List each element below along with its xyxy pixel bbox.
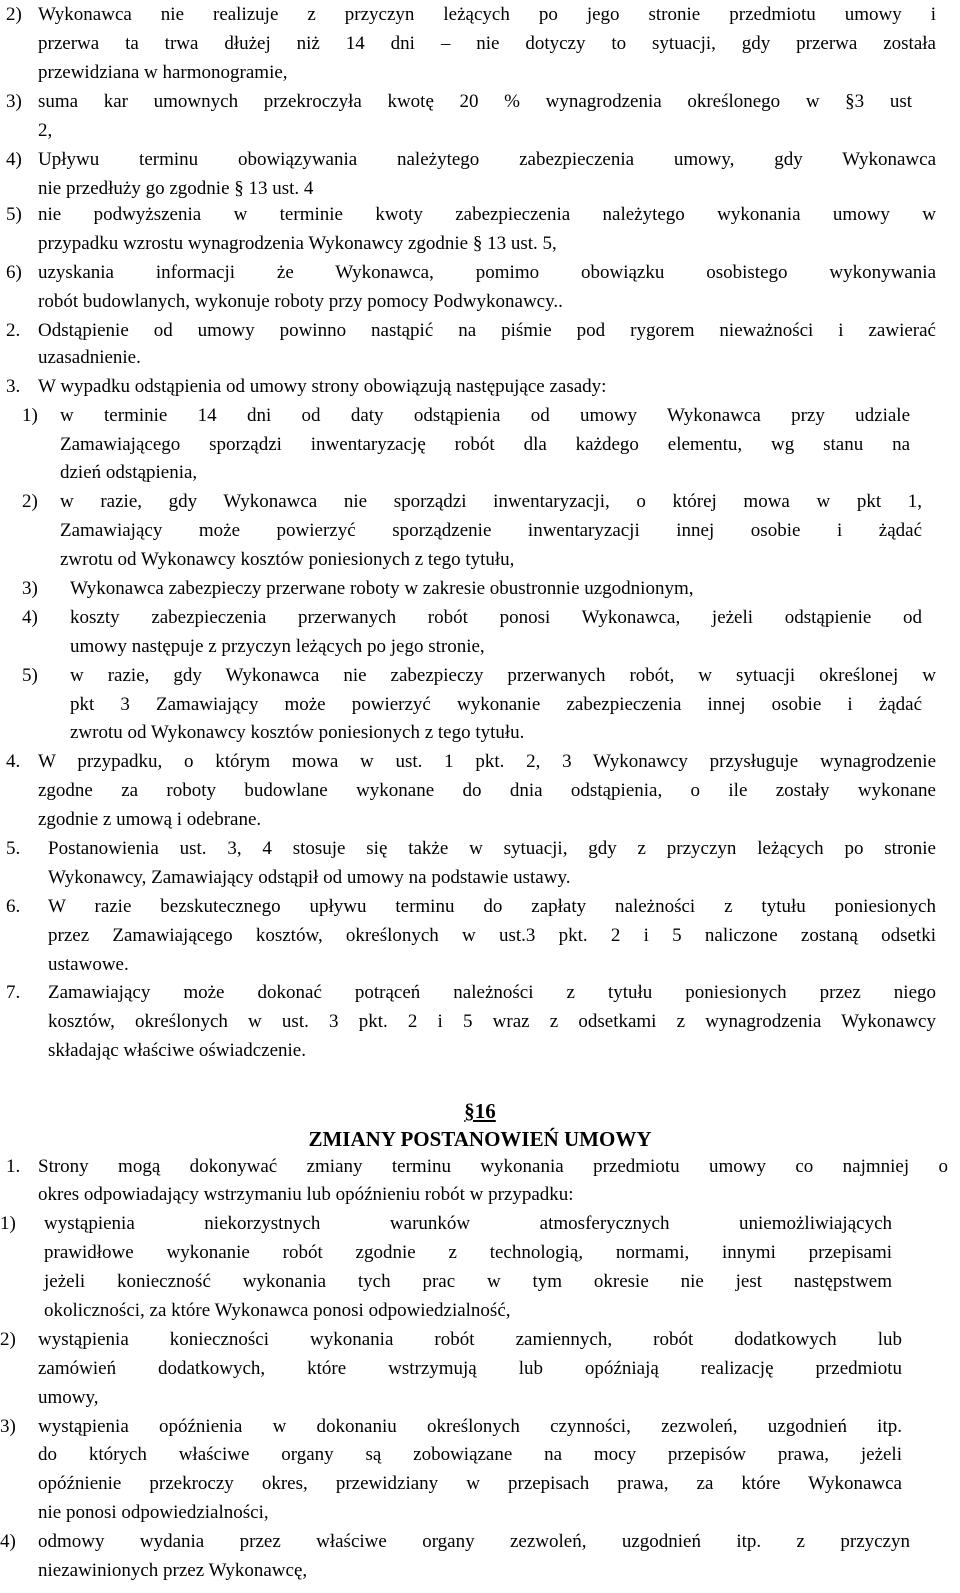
text-line: wystąpienia niekorzystnych warunków atmosferycznych uniemożliwiających <box>44 1213 892 1234</box>
text-line: przypadku wzrostu wynagrodzenia Wykonawcy zgodnie § 13 ust. 5, <box>38 233 557 254</box>
item-number: 6) <box>6 262 22 283</box>
text-line: Wykonawcy, Zamawiający odstąpił od umowy na podstawie ustawy. <box>48 867 571 888</box>
text-line: koszty zabezpieczenia przerwanych robót ponosi Wykonawca, jeżeli odstąpienie od <box>70 607 922 628</box>
text-line: Zamawiający może powierzyć sporządzenie inwentaryzacji innej osobie i żądać <box>60 520 922 541</box>
text-line: robót budowlanych, wykonuje roboty przy pomocy Podwykonawcy.. <box>38 291 563 312</box>
text-line: wystąpienia konieczności wykonania robót zamiennych, robót dodatkowych lub <box>38 1329 902 1350</box>
text-line: 2, <box>38 120 53 141</box>
text-line: ustawowe. <box>48 954 129 975</box>
text-line: Wykonawca zabezpieczy przerwane roboty w zakresie obustronnie uzgodnionym, <box>70 578 694 599</box>
text-line: umowy, <box>38 1387 99 1408</box>
section-number: §16 <box>464 1099 496 1123</box>
text-line: składając właściwe oświadczenie. <box>48 1040 306 1061</box>
item-number: 3) <box>0 1416 16 1437</box>
text-line: okoliczności, za które Wykonawca ponosi odpowiedzialność, <box>44 1300 511 1321</box>
text-line: opóźnienie przekroczy okres, przewidziany w przepisach prawa, za które Wykonawca <box>38 1473 902 1494</box>
text-line: odmowy wydania przez właściwe organy zezwoleń, uzgodnień itp. z przyczyn <box>38 1531 910 1552</box>
item-number: 5) <box>22 665 38 686</box>
text-line: przez Zamawiającego kosztów, określonych w ust.3 pkt. 2 i 5 naliczone zostaną odsetki <box>48 925 936 946</box>
text-line: pkt 3 Zamawiający może powierzyć wykonanie zabezpieczenia innej osobie i żądać <box>70 694 922 715</box>
text-line: W wypadku odstąpienia od umowy strony obowiązują następujące zasady: <box>38 376 607 397</box>
item-number: 4) <box>22 607 38 628</box>
text-line: w terminie 14 dni od daty odstąpienia od umowy Wykonawca przy udziale <box>60 405 910 426</box>
paragraph-number: 1. <box>6 1156 21 1177</box>
item-number: 2) <box>0 1329 16 1350</box>
text-line: suma kar umownych przekroczyła kwotę 20 % wynagrodzenia określonego w §3 ust <box>38 91 912 112</box>
paragraph-number: 5. <box>6 838 21 859</box>
text-line: w razie, gdy Wykonawca nie sporządzi inwentaryzacji, o której mowa w pkt 1, <box>60 491 922 512</box>
text-line: Upływu terminu obowiązywania należytego zabezpieczenia umowy, gdy Wykonawca <box>38 149 936 170</box>
text-line: kosztów, określonych w ust. 3 pkt. 2 i 5 wraz z odsetkami z wynagrodzenia Wykonawcy <box>48 1011 936 1032</box>
text-line: nie przedłuży go zgodnie § 13 ust. 4 <box>38 178 314 199</box>
text-line: W przypadku, o którym mowa w ust. 1 pkt. 2, 3 Wykonawcy przysługuje wynagrodzenie <box>38 751 936 772</box>
item-number: 2) <box>22 491 38 512</box>
text-line: zwrotu od Wykonawcy kosztów poniesionych z tego tytułu. <box>70 722 525 743</box>
text-line: zamówień dodatkowych, które wstrzymują lub opóźniają realizację przedmiotu <box>38 1358 902 1379</box>
paragraph-number: 7. <box>6 982 21 1003</box>
text-line: wystąpienia opóźnienia w dokonaniu określonych czynności, zezwoleń, uzgodnień itp. <box>38 1416 902 1437</box>
text-line: Zamawiający może dokonać potrąceń należności z tytułu poniesionych przez niego <box>48 982 936 1003</box>
section-title: ZMIANY POSTANOWIEŃ UMOWY <box>308 1127 652 1151</box>
item-number: 3) <box>6 91 22 112</box>
text-line: uzyskania informacji że Wykonawca, pomimo obowiązku osobistego wykonywania <box>38 262 936 283</box>
text-line: nie podwyższenia w terminie kwoty zabezpieczenia należytego wykonania umowy w <box>38 204 936 225</box>
text-line: w razie, gdy Wykonawca nie zabezpieczy przerwanych robót, w sytuacji określonej w <box>70 665 936 686</box>
paragraph-number: 2. <box>6 320 21 341</box>
text-line: Zamawiającego sporządzi inwentaryzację robót dla każdego elementu, wg stanu na <box>60 434 910 455</box>
item-number: 2) <box>6 4 22 25</box>
text-line: nie ponosi odpowiedzialności, <box>38 1502 269 1523</box>
item-number: 3) <box>22 578 38 599</box>
text-line: umowy następuje z przyczyn leżących po jego stronie, <box>70 636 485 657</box>
text-line: dzień odstąpienia, <box>60 462 198 483</box>
text-line: prawidłowe wykonanie robót zgodnie z technologią, normami, innymi przepisami <box>44 1242 892 1263</box>
text-line: do których właściwe organy są zobowiązane na mocy przepisów prawa, jeżeli <box>38 1444 902 1465</box>
text-line: zgodnie z umową i odebrane. <box>38 809 262 830</box>
text-line: przerwa ta trwa dłużej niż 14 dni – nie dotyczy to sytuacji, gdy przerwa została <box>38 33 936 54</box>
item-number: 4) <box>6 149 22 170</box>
text-line: zwrotu od Wykonawcy kosztów poniesionych z tego tytułu, <box>60 549 515 570</box>
paragraph-number: 3. <box>6 376 21 397</box>
text-line: Postanowienia ust. 3, 4 stosuje się także w sytuacji, gdy z przyczyn leżących po stronie <box>48 838 936 859</box>
text-line: okres odpowiadający wstrzymaniu lub opóźnieniu robót w przypadku: <box>38 1184 574 1205</box>
paragraph-number: 6. <box>6 896 21 917</box>
paragraph-number: 4. <box>6 751 21 772</box>
item-number: 4) <box>0 1531 16 1552</box>
text-line: Odstąpienie od umowy powinno nastąpić na piśmie pod rygorem nieważności i zawierać <box>38 320 936 341</box>
text-line: uzasadnienie. <box>38 347 141 368</box>
item-number: 1) <box>22 405 38 426</box>
text-line: Strony mogą dokonywać zmiany terminu wykonania przedmiotu umowy co najmniej o <box>38 1156 948 1177</box>
text-line: W razie bezskutecznego upływu terminu do zapłaty należności z tytułu poniesionych <box>48 896 936 917</box>
text-line: Wykonawca nie realizuje z przyczyn leżących po jego stronie przedmiotu umowy i <box>38 4 936 25</box>
text-line: niezawinionych przez Wykonawcę, <box>38 1560 308 1581</box>
item-number: 1) <box>0 1213 16 1234</box>
text-line: przewidziana w harmonogramie, <box>38 62 288 83</box>
text-line: jeżeli konieczność wykonania tych prac w tym okresie nie jest następstwem <box>44 1271 892 1292</box>
item-number: 5) <box>6 204 22 225</box>
text-line: zgodne za roboty budowlane wykonane do dnia odstąpienia, o ile zostały wykonane <box>38 780 936 801</box>
